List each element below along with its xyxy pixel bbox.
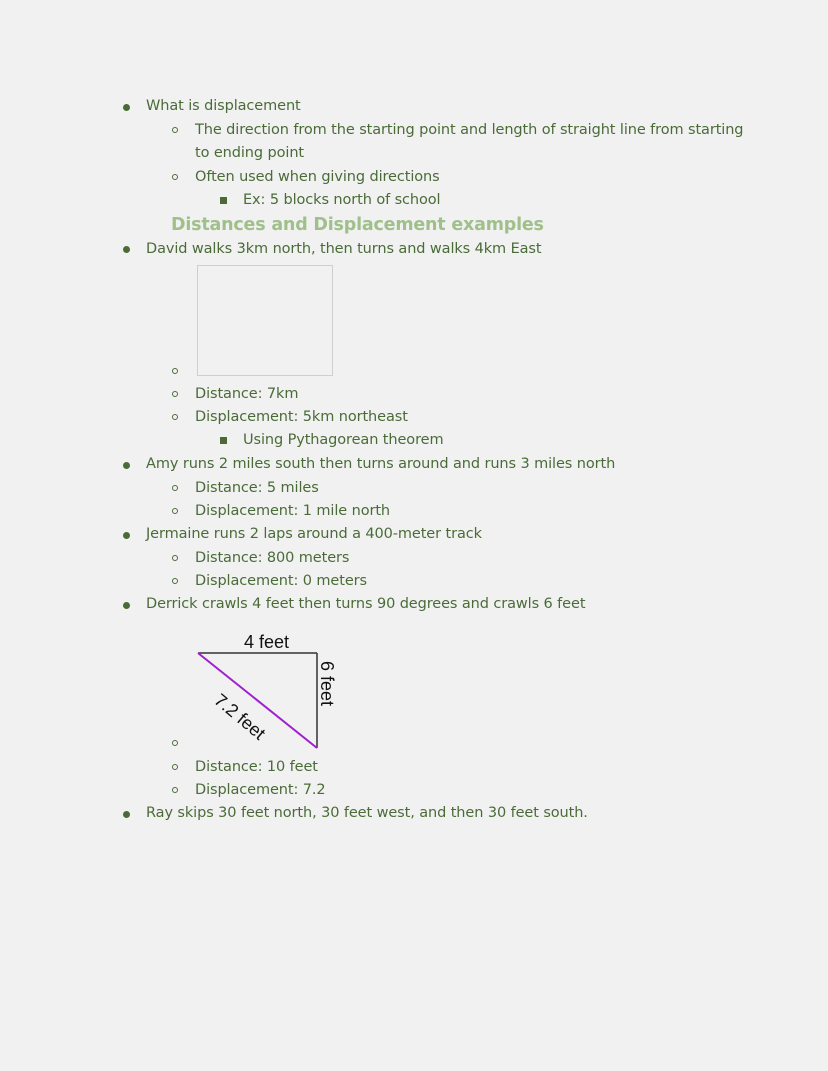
sub-bullet: [172, 485, 178, 491]
bullet: [123, 811, 130, 818]
list-item: Derrick crawls 4 feet then turns 90 degrees and crawls 6 feet: [146, 596, 586, 612]
sub-list-item: Distance: 5 miles: [195, 480, 319, 496]
sub-bullet: [172, 508, 178, 514]
sub-bullet: [172, 127, 178, 133]
bullet: [123, 462, 130, 469]
sub-list-item: Often used when giving directions: [195, 169, 440, 185]
hypotenuse-label: 7.2 feet: [210, 689, 270, 744]
sub-sub-list-item: Ex: 5 blocks north of school: [243, 192, 441, 208]
list-item: What is displacement: [146, 98, 301, 114]
list-item: Amy runs 2 miles south then turns around and runs 3 miles north: [146, 456, 616, 472]
image-placeholder: [197, 265, 333, 376]
sub-bullet: [172, 368, 178, 374]
list-item: Ray skips 30 feet north, 30 feet west, and then 30 feet south.: [146, 805, 588, 821]
sub-bullet: [172, 555, 178, 561]
sub-list-item: Displacement: 0 meters: [195, 573, 367, 589]
square-bullet: [220, 437, 227, 444]
top-side-label: 4 feet: [244, 632, 290, 652]
sub-list-item: Displacement: 5km northeast: [195, 409, 408, 425]
bullet: [123, 246, 130, 253]
sub-bullet: [172, 787, 178, 793]
sub-bullet: [172, 391, 178, 397]
sub-list-item: The direction from the starting point and length of straight line from starting: [195, 122, 744, 138]
list-item: David walks 3km north, then turns and walks 4km East: [146, 241, 542, 257]
sub-list-item: Displacement: 1 mile north: [195, 503, 391, 519]
square-bullet: [220, 197, 227, 204]
section-heading: Distances and Displacement examples: [171, 215, 544, 235]
sub-bullet: [172, 174, 178, 180]
sub-list-item: Displacement: 7.2: [195, 782, 326, 798]
bullet: [123, 104, 130, 111]
sub-bullet: [172, 764, 178, 770]
right-side-label: 6 feet: [317, 661, 337, 707]
sub-list-item: Distance: 10 feet: [195, 759, 318, 775]
sub-sub-list-item: Using Pythagorean theorem: [243, 432, 444, 448]
sub-bullet: [172, 578, 178, 584]
bullet: [123, 532, 130, 539]
sub-list-item-continued: to ending point: [195, 145, 304, 161]
sub-list-item: Distance: 7km: [195, 386, 299, 402]
list-item: Jermaine runs 2 laps around a 400-meter track: [146, 526, 482, 542]
bullet: [123, 602, 130, 609]
sub-bullet: [172, 414, 178, 420]
sub-list-item: Distance: 800 meters: [195, 550, 350, 566]
sub-bullet: [172, 740, 178, 746]
triangle-diagram: [190, 627, 350, 757]
